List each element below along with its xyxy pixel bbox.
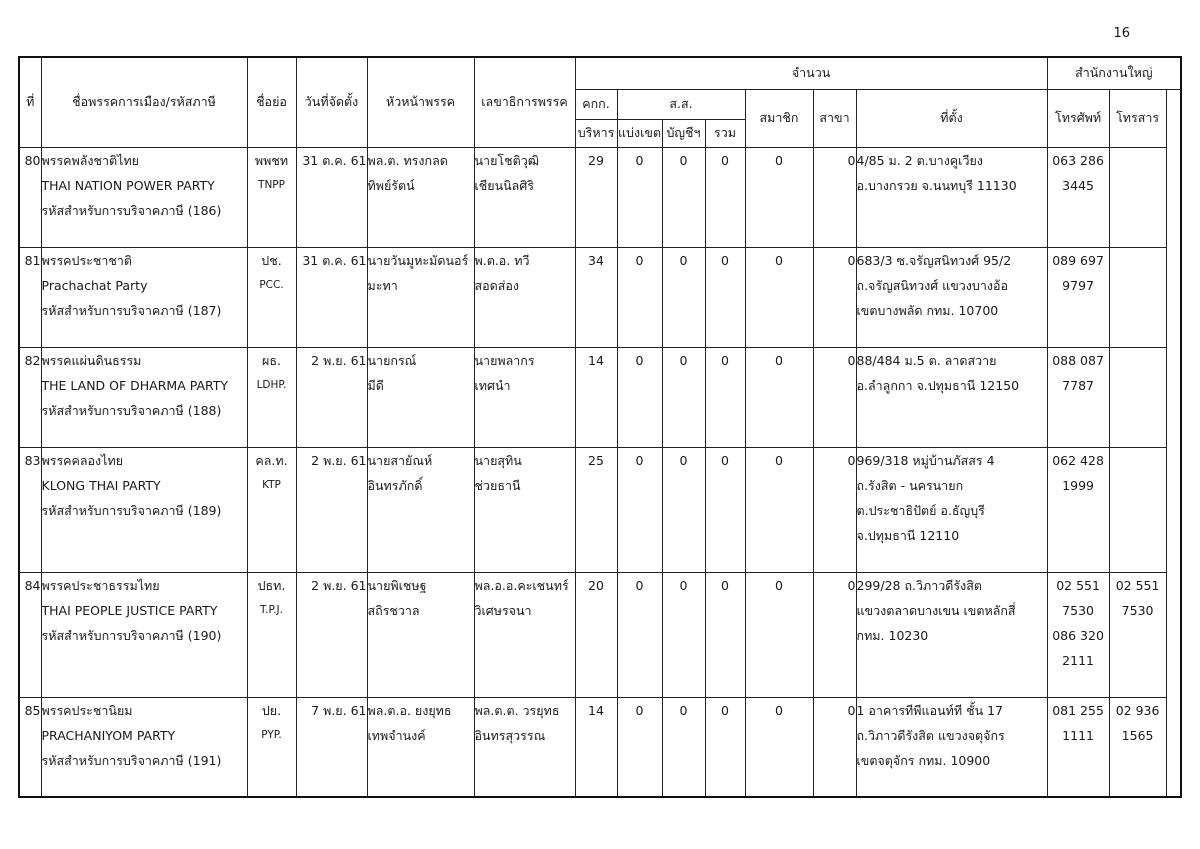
phone-cell: [1047, 247, 1109, 347]
branches-count: 0: [813, 347, 856, 447]
mp-total-count: 0: [705, 447, 745, 572]
secretary-line: อินทรสุวรรณ: [474, 727, 546, 743]
address-line: กทม. 10230: [856, 627, 929, 643]
leader-line: นายกรณ์: [367, 352, 417, 368]
header-secretary: เลขาธิการพรรค: [474, 57, 575, 147]
header-mp-list: บัญชีฯ: [662, 119, 705, 147]
fax-line: 02 551: [1115, 577, 1160, 593]
party-name-line: รหัสสำหรับการบริจาคภาษี (190): [41, 627, 222, 643]
mp-district-count: 0: [617, 572, 662, 697]
secretary-line: นายสุทิน: [474, 452, 522, 468]
abbr-th: พพชท: [254, 152, 289, 168]
founded-cell: 7 พ.ย. 61: [296, 697, 367, 797]
address-cell: [856, 572, 1047, 697]
members-count: 0: [745, 247, 813, 347]
leader-line: เทพจำนงค์: [367, 727, 426, 743]
mp-total-count: 0: [705, 572, 745, 697]
header-founded: วันที่จัดตั้ง: [296, 57, 367, 147]
table-header: [19, 57, 1181, 147]
branches-count: 0: [813, 147, 856, 247]
branches-count: 0: [813, 447, 856, 572]
party-name-line: รหัสสำหรับการบริจาคภาษี (188): [41, 402, 222, 418]
row-number: 85: [19, 697, 41, 797]
phone-cell: [1047, 147, 1109, 247]
abbr-cell: [247, 572, 296, 697]
mp-total-count: 0: [705, 147, 745, 247]
party-name-line: พรรคพลังชาติไทย: [41, 152, 140, 168]
phone-cell: [1047, 572, 1109, 697]
header-branches: สาขา: [813, 89, 856, 147]
abbr-cell: [247, 147, 296, 247]
leader-line: สถิรชวาล: [367, 602, 420, 618]
phone-line: 7530: [1062, 602, 1094, 618]
mp-list-count: 0: [662, 572, 705, 697]
mp-list-count: 0: [662, 147, 705, 247]
leader-line: มีดี: [367, 377, 384, 393]
address-line: ต.ประชาธิปัตย์ อ.ธัญบุรี: [856, 502, 985, 518]
header-phone: โทรศัพท์: [1047, 89, 1109, 147]
members-count: 0: [745, 447, 813, 572]
secretary-cell: [474, 347, 575, 447]
address-line: 969/318 หมู่บ้านภัสสร 4: [856, 452, 995, 468]
header-no: ที่: [19, 57, 41, 147]
secretary-line: พ.ต.อ. ทวี: [474, 252, 530, 268]
address-line: 299/28 ถ.วิภาวดีรังสิต: [856, 577, 982, 593]
party-name-cell: [41, 347, 247, 447]
abbr-en: KTP: [262, 478, 281, 491]
party-name-cell: [41, 447, 247, 572]
fax-cell: [1109, 697, 1166, 797]
address-line: 88/484 ม.5 ต. ลาดสวาย: [856, 352, 997, 368]
header-mp-district: แบ่งเขต: [617, 119, 662, 147]
party-name-line: รหัสสำหรับการบริจาคภาษี (189): [41, 502, 222, 518]
abbr-cell: [247, 697, 296, 797]
party-name-line: พรรคคลองไทย: [41, 452, 124, 468]
leader-cell: [367, 347, 474, 447]
secretary-line: วิเศษรจนา: [474, 602, 532, 618]
header-fax: โทรสาร: [1109, 89, 1166, 147]
address-line: จ.ปทุมธานี 12110: [856, 527, 960, 543]
fax-cell: [1109, 247, 1166, 347]
secretary-line: นายพลากร: [474, 352, 535, 368]
mp-district-count: 0: [617, 247, 662, 347]
fax-cell: [1109, 347, 1166, 447]
phone-cell: [1047, 697, 1109, 797]
mp-list-count: 0: [662, 247, 705, 347]
fax-cell: [1109, 447, 1166, 572]
abbr-en: PCC.: [259, 278, 284, 291]
address-line: แขวงตลาดบางเขน เขตหลักสี่: [856, 602, 1016, 618]
row-number: 80: [19, 147, 41, 247]
founded-cell: 31 ต.ค. 61: [296, 147, 367, 247]
secretary-line: ช่วยธานี: [474, 477, 521, 493]
party-name-line: THAI PEOPLE JUSTICE PARTY: [41, 602, 218, 618]
exec-count: 14: [575, 697, 617, 797]
address-line: เขตจตุจักร กทม. 10900: [856, 752, 991, 768]
mp-district-count: 0: [617, 347, 662, 447]
fax-line: 7530: [1121, 602, 1154, 618]
leader-line: พล.ต. ทรงกลด: [367, 152, 448, 168]
founded-cell: 2 พ.ย. 61: [296, 572, 367, 697]
address-line: อ.ลำลูกกา จ.ปทุมธานี 12150: [856, 377, 1020, 393]
abbr-en: TNPP: [258, 178, 285, 191]
leader-line: พล.ต.อ. ยงยุทธ: [367, 702, 452, 718]
mp-district-count: 0: [617, 147, 662, 247]
phone-line: 7787: [1062, 377, 1094, 393]
leader-line: อินทรภักดิ์: [367, 477, 423, 493]
row-number: 82: [19, 347, 41, 447]
phone-line: 1999: [1062, 477, 1094, 493]
abbr-en: PYP.: [261, 728, 282, 741]
leader-line: นายพิเชษฐ: [367, 577, 427, 593]
exec-count: 25: [575, 447, 617, 572]
members-count: 0: [745, 697, 813, 797]
abbr-cell: [247, 347, 296, 447]
abbr-th: คล.ท.: [255, 452, 288, 468]
fax-line: 02 936: [1115, 702, 1160, 718]
secretary-line: เทศนำ: [474, 377, 511, 393]
party-name-line: THE LAND OF DHARMA PARTY: [41, 377, 229, 393]
mp-district-count: 0: [617, 697, 662, 797]
party-name-line: พรรคแผ่นดินธรรม: [41, 352, 142, 368]
party-name-line: รหัสสำหรับการบริจาคภาษี (187): [41, 302, 222, 318]
header-exec-bottom: บริหาร: [575, 119, 617, 147]
mp-list-count: 0: [662, 697, 705, 797]
secretary-cell: [474, 447, 575, 572]
address-cell: [856, 347, 1047, 447]
fax-cell: [1109, 572, 1166, 697]
phone-line: 9797: [1062, 277, 1094, 293]
table-row: [19, 572, 1181, 697]
address-line: เขตบางพลัด กทม. 10700: [856, 302, 999, 318]
party-name-line: พรรคประชานิยม: [41, 702, 133, 718]
secretary-line: พล.อ.อ.คะเชนทร์: [474, 577, 569, 593]
page-number: 16: [1113, 26, 1130, 41]
table-body: [19, 147, 1181, 797]
address-cell: [856, 447, 1047, 572]
table-row: [19, 247, 1181, 347]
address-line: ถ.จรัญสนิทวงศ์ แขวงบางอ้อ: [856, 277, 1008, 293]
header-members: สมาชิก: [745, 89, 813, 147]
table-row: [19, 147, 1181, 247]
address-line: ถ.วิภาวดีรังสิต แขวงจตุจักร: [856, 727, 1005, 743]
secretary-line: สอดส่อง: [474, 277, 519, 293]
address-line: 4/85 ม. 2 ต.บางคูเวียง: [856, 152, 983, 168]
secretary-line: นายโชติวุฒิ: [474, 152, 540, 168]
header-count-group: จำนวน: [575, 57, 1047, 89]
party-name-line: พรรคประชาธรรมไทย: [41, 577, 160, 593]
abbr-th: ปธท.: [257, 577, 286, 593]
party-name-cell: [41, 247, 247, 347]
secretary-cell: [474, 572, 575, 697]
phone-line: 089 697: [1052, 252, 1104, 268]
members-count: 0: [745, 147, 813, 247]
mp-district-count: 0: [617, 447, 662, 572]
mp-list-count: 0: [662, 447, 705, 572]
leader-cell: [367, 147, 474, 247]
address-line: อ.บางกรวย จ.นนทบุรี 11130: [856, 177, 1017, 193]
exec-count: 29: [575, 147, 617, 247]
header-leader: หัวหน้าพรรค: [367, 57, 474, 147]
fax-cell: [1109, 147, 1166, 247]
address-cell: [856, 247, 1047, 347]
mp-total-count: 0: [705, 697, 745, 797]
party-name-line: รหัสสำหรับการบริจาคภาษี (191): [41, 752, 222, 768]
leader-line: นายสายัณห์: [367, 452, 433, 468]
leader-line: มะทา: [367, 277, 398, 293]
party-name-line: พรรคประชาชาติ: [41, 252, 133, 268]
abbr-th: ปย.: [261, 702, 282, 718]
header-address: ที่ตั้ง: [856, 89, 1047, 147]
secretary-line: เชียนนิลศิริ: [474, 177, 534, 193]
party-table: [18, 56, 1182, 798]
secretary-cell: [474, 697, 575, 797]
branches-count: 0: [813, 697, 856, 797]
row-number: 81: [19, 247, 41, 347]
address-line: ถ.รังสิต - นครนายก: [856, 477, 964, 493]
phone-line: 063 286: [1052, 152, 1104, 168]
phone-cell: [1047, 347, 1109, 447]
table-row: [19, 447, 1181, 572]
party-name-line: PRACHANIYOM PARTY: [41, 727, 176, 743]
address-line: 1 อาคารทีพีแอนท์ที ชั้น 17: [856, 702, 1003, 718]
phone-line: 062 428: [1052, 452, 1104, 468]
secretary-cell: [474, 247, 575, 347]
abbr-th: ปช.: [261, 252, 282, 268]
phone-line: 2111: [1062, 652, 1094, 668]
header-hq-group: สำนักงานใหญ่: [1047, 57, 1181, 89]
secretary-cell: [474, 147, 575, 247]
fax-line: 1565: [1121, 727, 1154, 743]
phone-line: 02 551: [1056, 577, 1100, 593]
party-name-line: KLONG THAI PARTY: [41, 477, 161, 493]
abbr-cell: [247, 247, 296, 347]
address-cell: [856, 697, 1047, 797]
founded-cell: 2 พ.ย. 61: [296, 347, 367, 447]
branches-count: 0: [813, 247, 856, 347]
leader-cell: [367, 247, 474, 347]
mp-total-count: 0: [705, 347, 745, 447]
branches-count: 0: [813, 572, 856, 697]
header-mp-total: รวม: [705, 119, 745, 147]
party-name-line: THAI NATION POWER PARTY: [41, 177, 215, 193]
address-cell: [856, 147, 1047, 247]
secretary-line: พล.ต.ต. วรยุทธ: [474, 702, 560, 718]
leader-cell: [367, 572, 474, 697]
abbr-en: LDHP.: [256, 378, 287, 391]
members-count: 0: [745, 572, 813, 697]
exec-count: 34: [575, 247, 617, 347]
party-name-line: รหัสสำหรับการบริจาคภาษี (186): [41, 202, 222, 218]
phone-line: 081 255: [1052, 702, 1104, 718]
party-name-line: Prachachat Party: [41, 277, 148, 293]
header-abbr: ชื่อย่อ: [247, 57, 296, 147]
phone-line: 088 087: [1052, 352, 1104, 368]
phone-line: 1111: [1062, 727, 1094, 743]
party-name-cell: [41, 147, 247, 247]
header-party-name: ชื่อพรรคการเมือง/รหัสภาษี: [41, 57, 247, 147]
leader-line: นายวันมูหะมัดนอร์: [367, 252, 469, 268]
leader-cell: [367, 697, 474, 797]
abbr-cell: [247, 447, 296, 572]
row-number: 83: [19, 447, 41, 572]
table-row: [19, 347, 1181, 447]
header-exec-top: คกก.: [575, 89, 617, 119]
founded-cell: 2 พ.ย. 61: [296, 447, 367, 572]
mp-total-count: 0: [705, 247, 745, 347]
leader-line: ทิพย์รัตน์: [367, 177, 415, 193]
party-name-cell: [41, 697, 247, 797]
address-line: 683/3 ซ.จรัญสนิทวงศ์ 95/2: [856, 252, 1012, 268]
exec-count: 14: [575, 347, 617, 447]
row-number: 84: [19, 572, 41, 697]
phone-line: 086 320: [1052, 627, 1104, 643]
abbr-en: T.P.J.: [260, 603, 283, 616]
phone-line: 3445: [1062, 177, 1094, 193]
party-name-cell: [41, 572, 247, 697]
founded-cell: 31 ต.ค. 61: [296, 247, 367, 347]
exec-count: 20: [575, 572, 617, 697]
phone-cell: [1047, 447, 1109, 572]
leader-cell: [367, 447, 474, 572]
abbr-th: ผธ.: [262, 352, 281, 368]
mp-list-count: 0: [662, 347, 705, 447]
table-row: [19, 697, 1181, 797]
header-mp-group: ส.ส.: [617, 89, 745, 119]
members-count: 0: [745, 347, 813, 447]
